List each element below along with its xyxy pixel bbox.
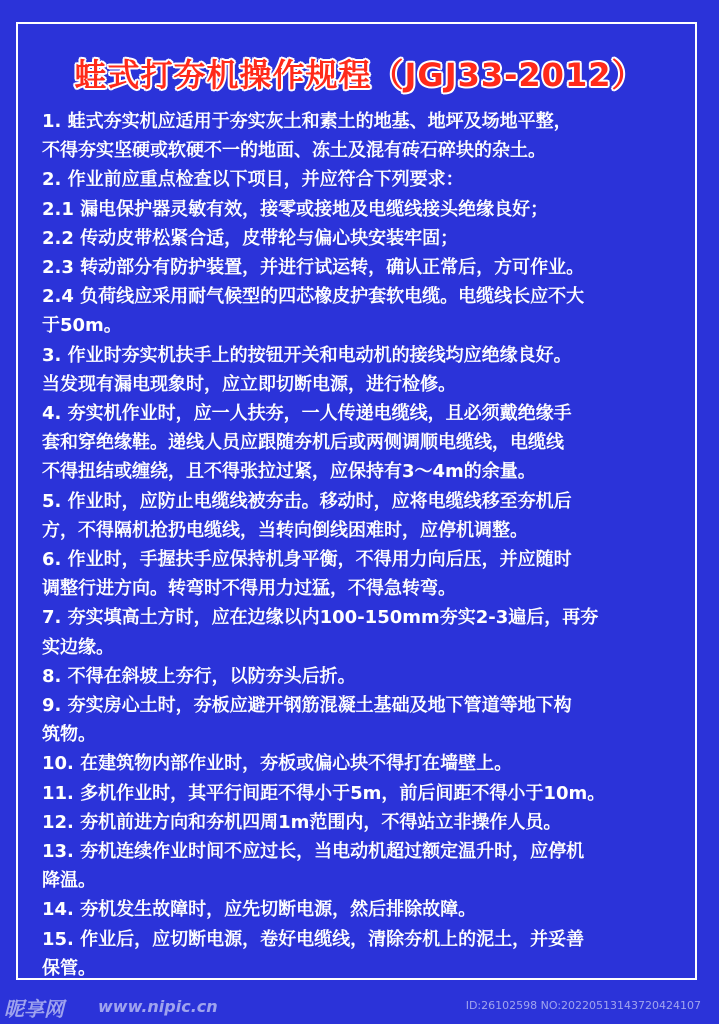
rule-line: 当发现有漏电现象时，应立即切断电源，进行检修。 <box>42 373 456 395</box>
rule-line: 11. 多机作业时，其平行间距不得小于5m，前后间距不得小于10m。 <box>42 782 606 804</box>
rule-line: 2.4 负荷线应采用耐气候型的四芯橡皮护套软电缆。电缆线长应不大 <box>42 286 585 308</box>
rule-line: 13. 夯机连续作业时间不应过长，当电动机超过额定温升时，应停机 <box>42 841 585 863</box>
rule-line: 方，不得隔机抢扔电缆线，当转向倒线困难时，应停机调整。 <box>42 519 528 541</box>
rule-line: 套和穿绝缘鞋。递线人员应跟随夯机后或两侧调顺电缆线，电缆线 <box>42 432 564 454</box>
rule-line: 2.3 转动部分有防护装置，并进行试运转，确认正常后，方可作业。 <box>42 257 585 279</box>
rule-line: 降温。 <box>42 870 96 892</box>
rule-line: 5. 作业时，应防止电缆线被夯击。移动时，应将电缆线移至夯机后 <box>42 490 572 512</box>
rule-line: 筑物。 <box>42 724 96 746</box>
rule-line: 2.2 传动皮带松紧合适，皮带轮与偏心块安装牢固； <box>42 227 459 249</box>
rule-line: 14. 夯机发生故障时，应先切断电源，然后排除故障。 <box>42 899 477 921</box>
rule-line: 不得扭结或缠绕，且不得张拉过紧，应保持有3～4m的余量。 <box>42 461 536 483</box>
rule-line: 2.1 漏电保护器灵敏有效，接零或接地及电缆线接头绝缘良好； <box>42 198 549 220</box>
rule-line: 6. 作业时，手握扶手应保持机身平衡，不得用力向后压，并应随时 <box>42 549 572 571</box>
rule-line: 2. 作业前应重点检查以下项目，并应符合下列要求： <box>42 169 464 191</box>
poster-title: 蛙式打夯机操作规程（JGJ33-2012） <box>74 56 645 94</box>
rule-line: 10. 在建筑物内部作业时，夯板或偏心块不得打在墙壁上。 <box>42 753 513 775</box>
rule-line: 调整行进方向。转弯时不得用力过猛，不得急转弯。 <box>42 578 456 600</box>
rule-line: 15. 作业后，应切断电源，卷好电缆线，清除夯机上的泥土，并妥善 <box>42 928 585 950</box>
rule-line: 12. 夯机前进方向和夯机四周1m范围内，不得站立非操作人员。 <box>42 811 562 833</box>
rule-line: 4. 夯实机作业时，应一人扶夯，一人传递电缆线，且必须戴绝缘手 <box>42 403 572 425</box>
rule-line: 不得夯实坚硬或软硬不一的地面、冻土及混有砖石碎块的杂土。 <box>42 140 546 162</box>
rule-line: 于50m。 <box>42 315 122 337</box>
watermark-id: ID:26102598 NO:20220513143720424107 <box>465 999 701 1012</box>
rule-line: 7. 夯实填高土方时，应在边缘以内100-150mm夯实2-3遍后，再夯 <box>42 607 599 629</box>
rule-line: 实边缘。 <box>42 636 114 658</box>
watermark-url: www.nipic.cn <box>98 997 218 1016</box>
rule-line: 3. 作业时夯实机扶手上的按钮开关和电动机的接线均应绝缘良好。 <box>42 344 572 366</box>
rule-line: 9. 夯实房心土时，夯板应避开钢筋混凝土基础及地下管道等地下构 <box>42 695 572 717</box>
rule-line: 保管。 <box>42 957 96 979</box>
watermark-logo: 昵享网 <box>4 997 64 1021</box>
rule-line: 8. 不得在斜坡上夯行，以防夯头后折。 <box>42 665 356 687</box>
rule-line: 1. 蛙式夯实机应适用于夯实灰土和素土的地基、地坪及场地平整， <box>42 111 572 132</box>
rules-list <box>42 107 692 983</box>
